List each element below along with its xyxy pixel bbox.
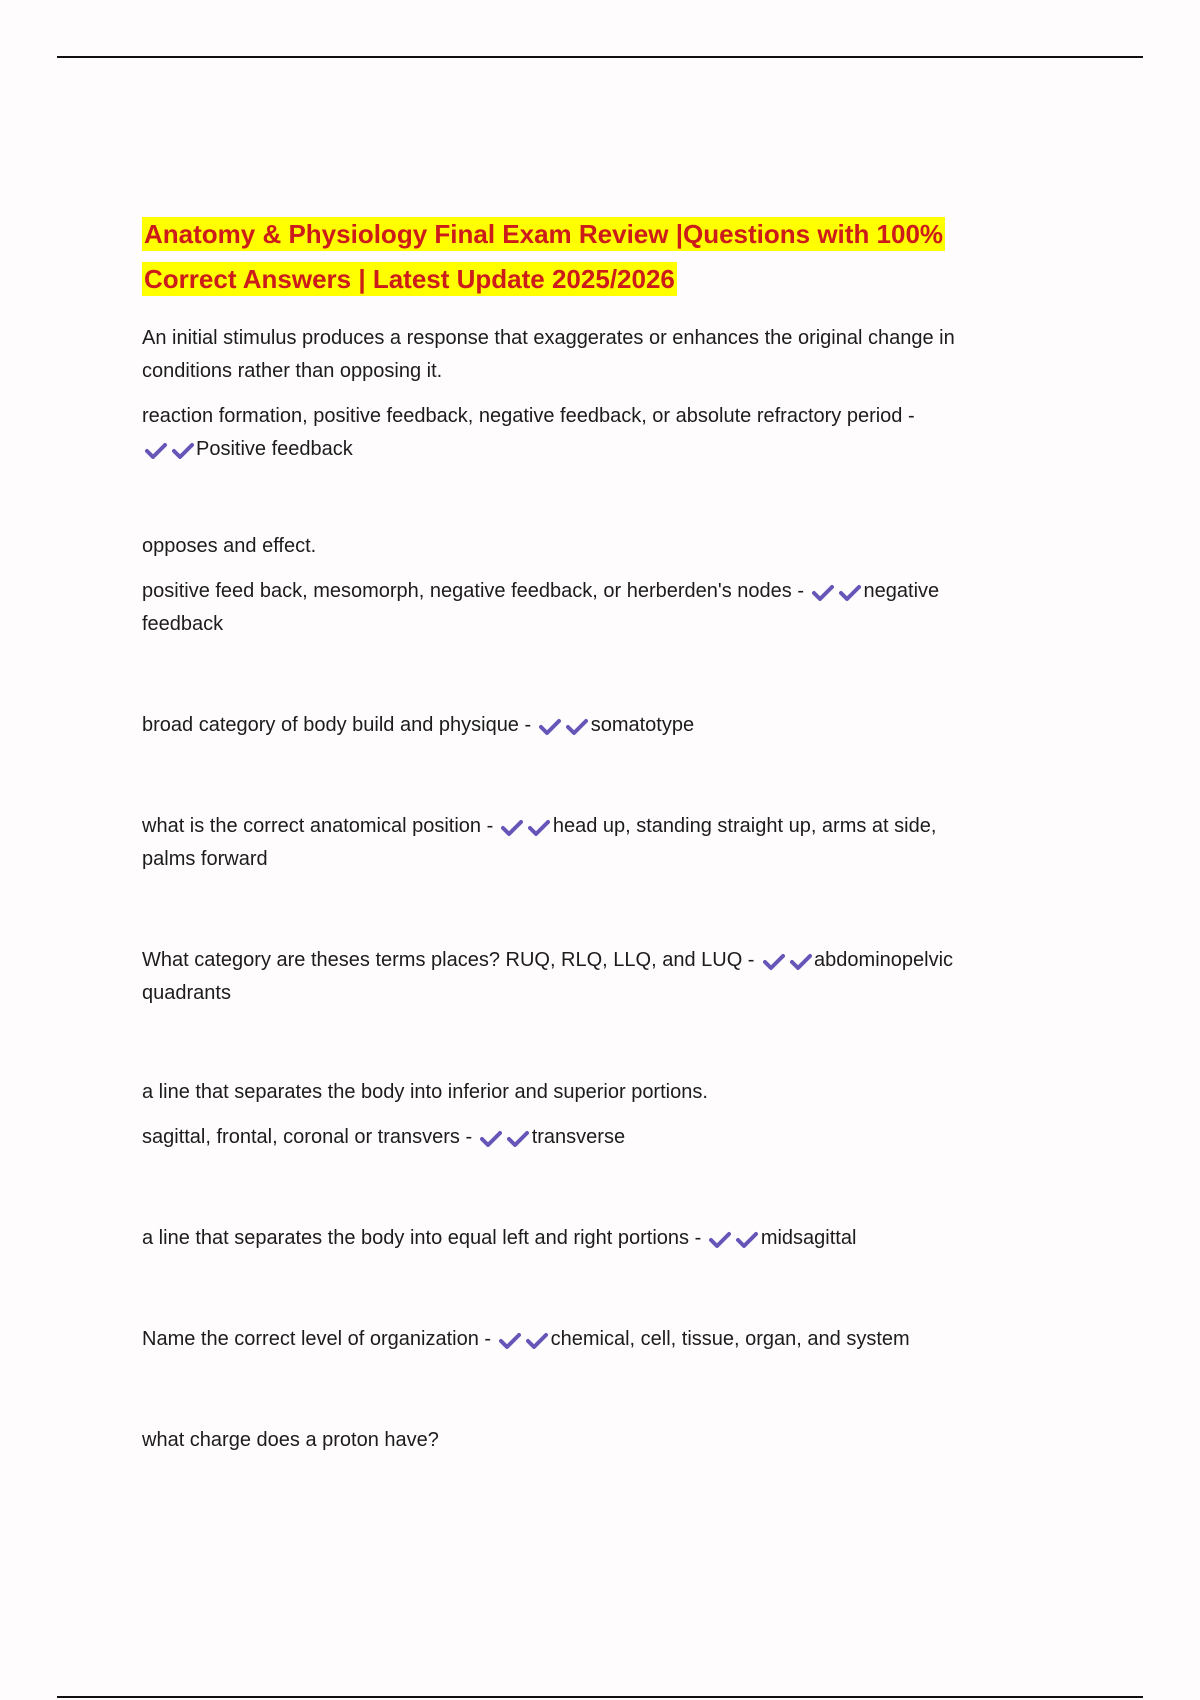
bottom-rule (57, 1696, 1143, 1698)
question-text: Name the correct level of organization - (142, 1328, 492, 1350)
checkmark-icon (478, 1121, 505, 1154)
question-line (142, 1222, 1042, 1255)
checkmark-icon (760, 944, 787, 977)
qa-item (142, 810, 1042, 876)
answer-text: somatotype (590, 714, 695, 736)
checkmark-icon (707, 1222, 734, 1255)
question-text: positive feed back, mesomorph, negative feedback, or herberden's nodes - (142, 580, 804, 602)
title-line-2: Correct Answers | Latest Update 2025/2026 (144, 264, 675, 294)
answer-continuation: palms forward (142, 848, 268, 870)
question-text: sagittal, frontal, coronal or transvers - (142, 1126, 473, 1148)
question-line (142, 1121, 1042, 1154)
checkmark-icon (505, 1121, 532, 1154)
checkmark-icon (564, 709, 591, 742)
document-title (142, 212, 1042, 302)
qa-item (142, 709, 1042, 742)
title-line-1: Anatomy & Physiology Final Exam Review |Questions with 100% (144, 219, 944, 249)
answer-text: transverse (531, 1126, 626, 1148)
question-line (142, 709, 1042, 742)
qa-item (142, 944, 1042, 1010)
checkmark-icon (499, 810, 526, 843)
qa-item (142, 1323, 1042, 1356)
answer-text: Positive feedback (196, 438, 353, 460)
qa-item (142, 530, 1042, 641)
question-line (142, 810, 1042, 843)
question-text: a line that separates the body into equal left and right portions - (142, 1227, 702, 1249)
answer-continuation: quadrants (142, 982, 231, 1004)
checkmark-icon (787, 944, 814, 977)
answer-text: negative (863, 580, 940, 602)
question-text: what is the correct anatomical position - (142, 815, 494, 837)
checkmark-icon (734, 1222, 761, 1255)
answer-text: abdominopelvic (814, 949, 954, 971)
qa-item (142, 322, 1042, 466)
top-rule (57, 56, 1143, 58)
checkmark-icon (142, 433, 169, 466)
qa-item (142, 1424, 1042, 1457)
answer-text: head up, standing straight up, arms at side, (552, 815, 937, 837)
checkmark-icon (837, 575, 864, 608)
checkmark-icon (524, 1323, 551, 1356)
qa-item (142, 1076, 1042, 1154)
question-line (142, 1323, 1042, 1356)
question-text: what charge does a proton have? (142, 1429, 439, 1451)
question-text: reaction formation, positive feedback, negative feedback, or absolute refractory period - (142, 405, 915, 427)
question-text: What category are theses terms places? RUQ, RLQ, LLQ, and LUQ - (142, 949, 755, 971)
question-prefix: conditions rather than opposing it. (142, 360, 443, 382)
question-prefix: a line that separates the body into inferior and superior portions. (142, 1081, 708, 1103)
checkmark-icon (169, 433, 196, 466)
checkmark-icon (537, 709, 564, 742)
checkmark-icon (810, 575, 837, 608)
question-line (142, 575, 1042, 608)
question-text: broad category of body build and physique - (142, 714, 532, 736)
document-body (142, 212, 1042, 1457)
checkmark-icon (526, 810, 553, 843)
question-prefix: An initial stimulus produces a response that exaggerates or enhances the original change in (142, 327, 955, 349)
answer-continuation: feedback (142, 613, 224, 635)
checkmark-icon (497, 1323, 524, 1356)
qa-item (142, 1222, 1042, 1255)
question-line (142, 944, 1042, 977)
question-prefix: opposes and effect. (142, 535, 317, 557)
answer-text: chemical, cell, tissue, organ, and system (550, 1328, 910, 1350)
answer-text: midsagittal (760, 1227, 857, 1249)
answer-line (142, 433, 1042, 466)
